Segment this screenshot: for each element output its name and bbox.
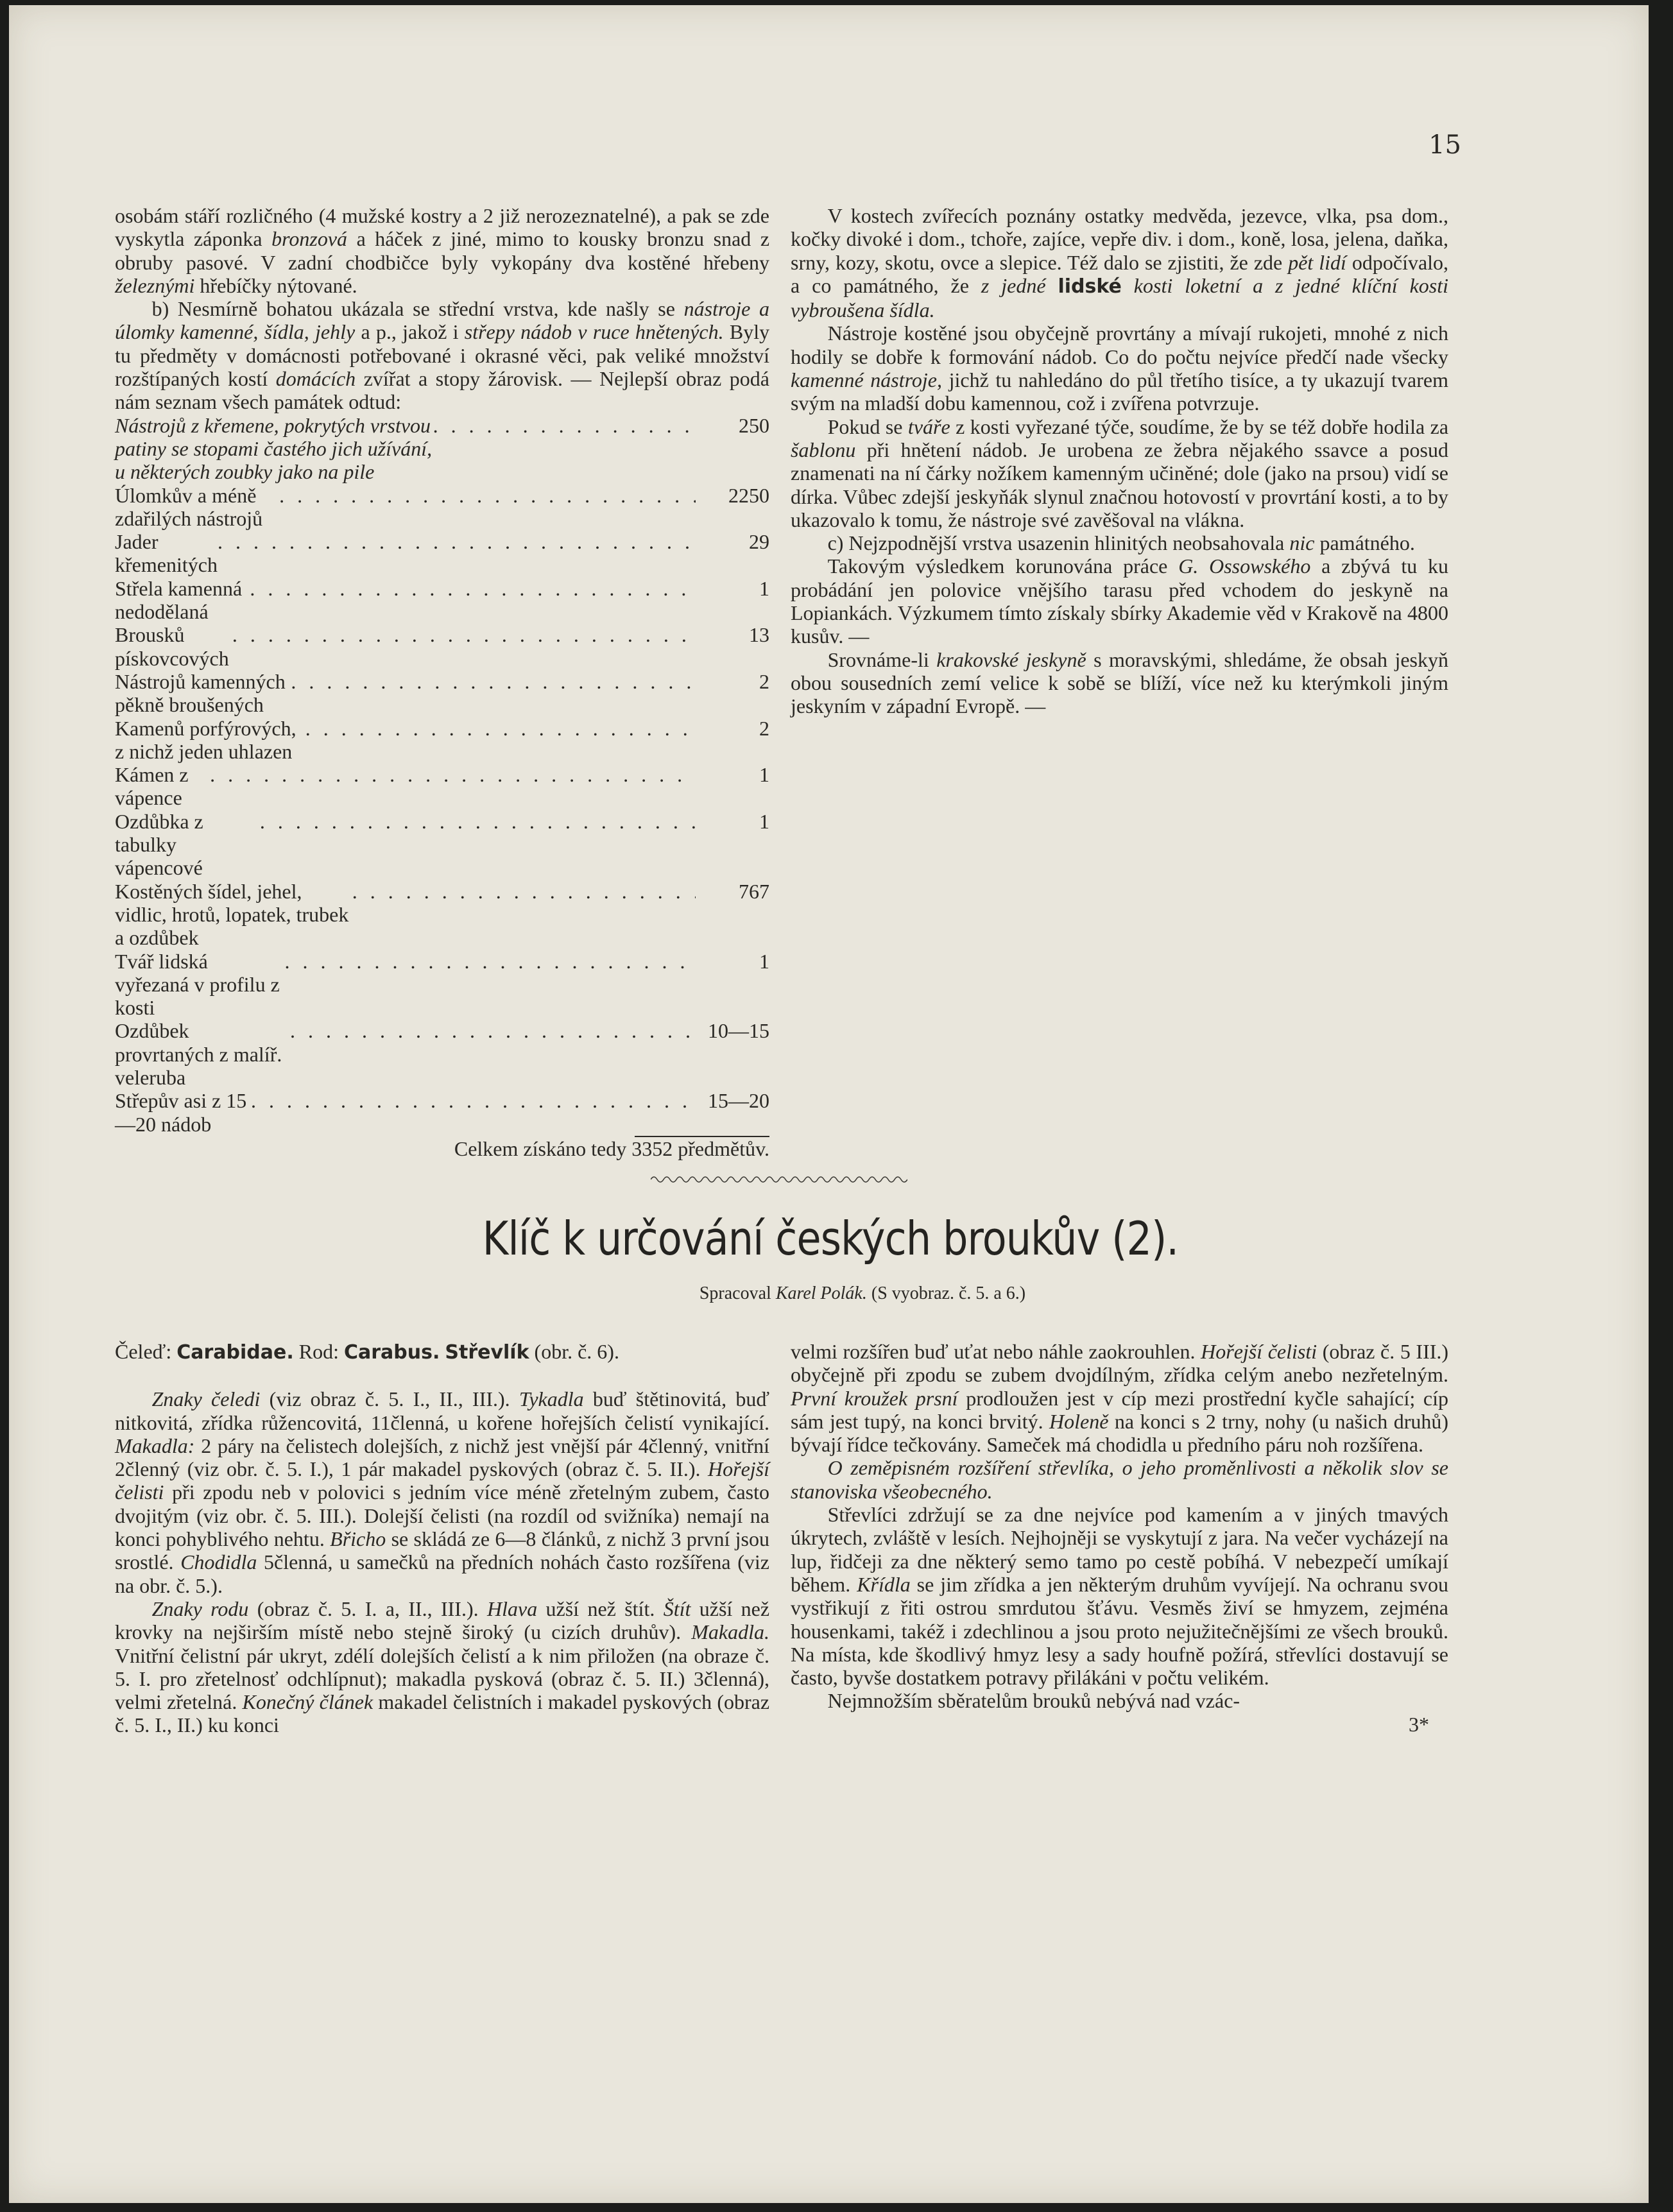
paragraph: velmi rozšířen buď uťat nebo náhle zaokrouhlen. Hořejší čelisti (obraz č. 5 III.) obyčejně při zpodu se zubem dvojdílným, zřídka celým anebo nezřetelným. První kroužek prsní prodloužen jest v cíp mezi prostřední kyčle sahající; cíp sám jest tupý, na konci brvitý. Holeně na konci s 2 trny, nohy (u našich druhů) bývají řídce tečkovány. Sameček má chodidla u předního páru noh rozšířena. xyxy=(791,1340,1449,1457)
right-column-bottom xyxy=(791,1340,1448,1736)
inventory-list xyxy=(115,414,769,1136)
left-column-bottom xyxy=(115,1340,769,1737)
left-column-top xyxy=(115,204,769,1160)
inventory-total: Celkem získáno tedy 3352 předmětův. xyxy=(454,1136,769,1160)
list-item: Brousků pískovcových . . . 13 xyxy=(115,623,769,670)
page-number: 15 xyxy=(1428,130,1461,160)
page xyxy=(9,5,1649,2203)
paragraph: Takovým výsledkem korunována práce G. Ossowského a zbývá tu ku probádání jen polovice vnějšího tarasu před vchodem do jeskyně na Lopiankách. Výzkumem tímto získaly sbírky Akademie věd v Krakově na 4800 kusův. — xyxy=(791,554,1449,648)
paragraph: V kostech zvířecích poznány ostatky medvěda, jezevce, vlka, psa dom., kočky divoké i dom., tchoře, zajíce, vepře div. i dom., koně, losa, jelena, daňka, srny, kozy, skotu, ovce a slepice. Též dalo se zjistiti, že zde pět lidí odpočívalo, a co památného, že z jedné lidské kosti loketní a z jedné klíční kosti vybroušena šídla. xyxy=(791,204,1449,322)
list-item: Střela kamenná nedodělaná . . . 1 xyxy=(115,577,769,624)
signature-mark: 3* xyxy=(1409,1712,1429,1736)
list-item: Ozdůbek provrtaných z malíř. veleruba . . . 10—15 xyxy=(115,1019,769,1089)
paragraph: Znaky rodu (obraz č. 5. I. a, II., III.). Hlava užší než štít. Štít užší než krovky na nejširším místě nebo stejně široký (u cizích druhův). Makadla. Vnitřní čelistní pár ukryt, zdélí dolejších čelistí a k nim přiložen (na obraze č. 5. I. pro zřetelnosť odchlípnut); makadla pysková (obraz č. 5. II.) 3členná), velmi zřetelná. Konečný článek makadel čelistních i makadel pyskových (obraz č. 5. I., II.) ku konci xyxy=(115,1597,770,1737)
paragraph: b) Nesmírně bohatou ukázala se střední vrstva, kde našly se nástroje a úlomky kamenné, šídla, jehly a p., jakož i střepy nádob v ruce hnětených. Byly tu předměty v domácnosti potřebované i okrasné věci, pak veliké množství rozštípaných kostí domácích zvířat a stopy žárovisk. — Nejlepší obraz podá nám seznam všech památek odtud: xyxy=(115,297,770,414)
paragraph: osobám stáří rozličného (4 mužské kostry a 2 již nerozeznatelné), a pak se zde vyskytla záponka bronzová a háček z jiné, mimo to kousky bronzu snad z obruby pasové. V zadní chodbičce byly vykopány dva kostěné hřebeny železnými hřebíčky nýtované. xyxy=(115,204,770,297)
paragraph: O zeměpisném rozšíření střevlíka, o jeho proměnlivosti a několik slov se stanoviska všeobecného. xyxy=(791,1456,1448,1503)
paragraph: Pokud se tvářе z kosti vyřezané týče, soudíme, že by se též dobře hodila za šablonu při hnětení nádob. Je urobena ze žebra nějakého ssavce a posud znamenati na ní čárky nožíkem kamenným učiněné; dole (jako na prsou) vidí se dírka. Vůbec zdejší jeskyňák slynul značnou hotovostí v provrtání kosti, a to by ukazovalo k tomu, že nástroje své zavěšoval na vlákna. xyxy=(791,415,1449,531)
right-column-top xyxy=(791,204,1448,718)
list-item: Střepův asi z 15—20 nádob . . . 15—20 xyxy=(115,1089,769,1136)
paragraph: c) Nejzpodnější vrstva usazenin hlinitých neobsahovala nic památného. xyxy=(827,531,1415,555)
wavy-separator-ornament xyxy=(651,1173,907,1186)
byline: Spracoval Karel Polák. (S vyobraz. č. 5. a 6.) xyxy=(699,1283,1026,1303)
article-title: Klíč k určování českých broukův (2). xyxy=(482,1212,1179,1265)
list-item: Ozdůbka z tabulky vápencové . . . 1 xyxy=(115,810,769,880)
list-item: Úlomkův a méně zdařilých nástrojů . . . 2250 xyxy=(115,484,769,531)
paragraph: Nástroje kostěné jsou obyčejně provrtány a mívají rukojeti, mnohé z nich hodily se dobře k formování nádob. Co do počtu nejvíce předčí nade všecky kamenné nástroje, jichž tu nahledáno do půl třetího tisíce, a ty ukazují tvarem svým na mladší dobu kamennou, což i zvířena potvrzuje. xyxy=(791,322,1449,415)
paragraph: Nejmnožším sběratelům brouků nebývá nad vzác- xyxy=(827,1689,1240,1713)
list-item: Nástrojů z křemene, pokrytých vrstvou patiny se stopami častého jich užívání, u některých zoubky jako na pile . . . 250 xyxy=(115,414,769,484)
list-item: Kamenů porfýrových, z nichž jeden uhlazen . . . 2 xyxy=(115,717,769,764)
paragraph: Srovnáme-li krakovské jeskyně s moravskými, shledáme, že obsah jeskyň obou sousedních zemí velice k sobě se blíží, více než ku kterýmkoli jiným jeskyním v západní Evropě. — xyxy=(791,647,1448,718)
paragraph: Znaky čeledi (viz obraz č. 5. I., II., III.). Tykadla buď štětinovitá, buď nitkovitá, zřídka růžencovitá, 11členná, u kořene hořejších čelistí vynikající. Makadla: 2 páry na čelistech dolejších, z nichž jest vnější pár 4členný, vnitřní 2členný (viz obr. č. 5. I.), 1 pár makadel pyskových (obraz č. 5. II.). Hořejší čelisti při zpodu neb v polovici s jedním více méně zřetelným zubem, často dvojitým (viz obr. č. 5. III.). Dolejší čelisti (na rozdíl od svižníka) nemají na konci pohyblivého nehtu. Břicho se skládá ze 6—8 článků, z nichž 3 první jsou srostlé. Chodidla 5členná, u samečků na předních nohách často rozšířena (viz na obr. č. 5.). xyxy=(115,1387,770,1597)
author-name: Karel Polák. xyxy=(775,1283,867,1303)
list-item: Jader křemenitých . . . 29 xyxy=(115,530,769,577)
list-item: Tvář lidská vyřezaná v profilu z kosti . . . 1 xyxy=(115,950,769,1020)
paragraph: Střevlíci zdržují se za dne nejvíce pod kamením a v jiných tmavých úkrytech, zvláště v lesích. Nejhojněji se vyskytují z jara. Na večer vycházejí na lup, řidčeji za dne některý semo tamo po cestě pobíhá. V nebezpečí umíkají během. Křídla se jim zřídka a jen některým druhům vyvíjejí. Na ochranu svou vystřikují z řiti ostrou smrdutou šťávu. Vesměs živí se hmyzem, zejména housenkami, takéž i zdechlinou a jsou proto nejužitečnějšími ze všech brouků. Na místa, kde škodlivý hmyz lesy a sady houfně požírá, střevlíci dostavují se často, byvše dostatkem potravy přilákáni v počtu velikém. xyxy=(791,1503,1449,1690)
list-item: Kostěných šídel, jehel, vidlic, hrotů, lopatek, trubek a ozdůbek . . . 767 xyxy=(115,880,769,950)
list-item: Nástrojů kamenných pěkně broušených . . . 2 xyxy=(115,670,769,717)
list-item: Kámen z vápence . . . 1 xyxy=(115,763,769,810)
section-heading: Čeleď: Carabidae. Rod: Carabus. Střevlík (obr. č. 6). xyxy=(115,1340,619,1364)
